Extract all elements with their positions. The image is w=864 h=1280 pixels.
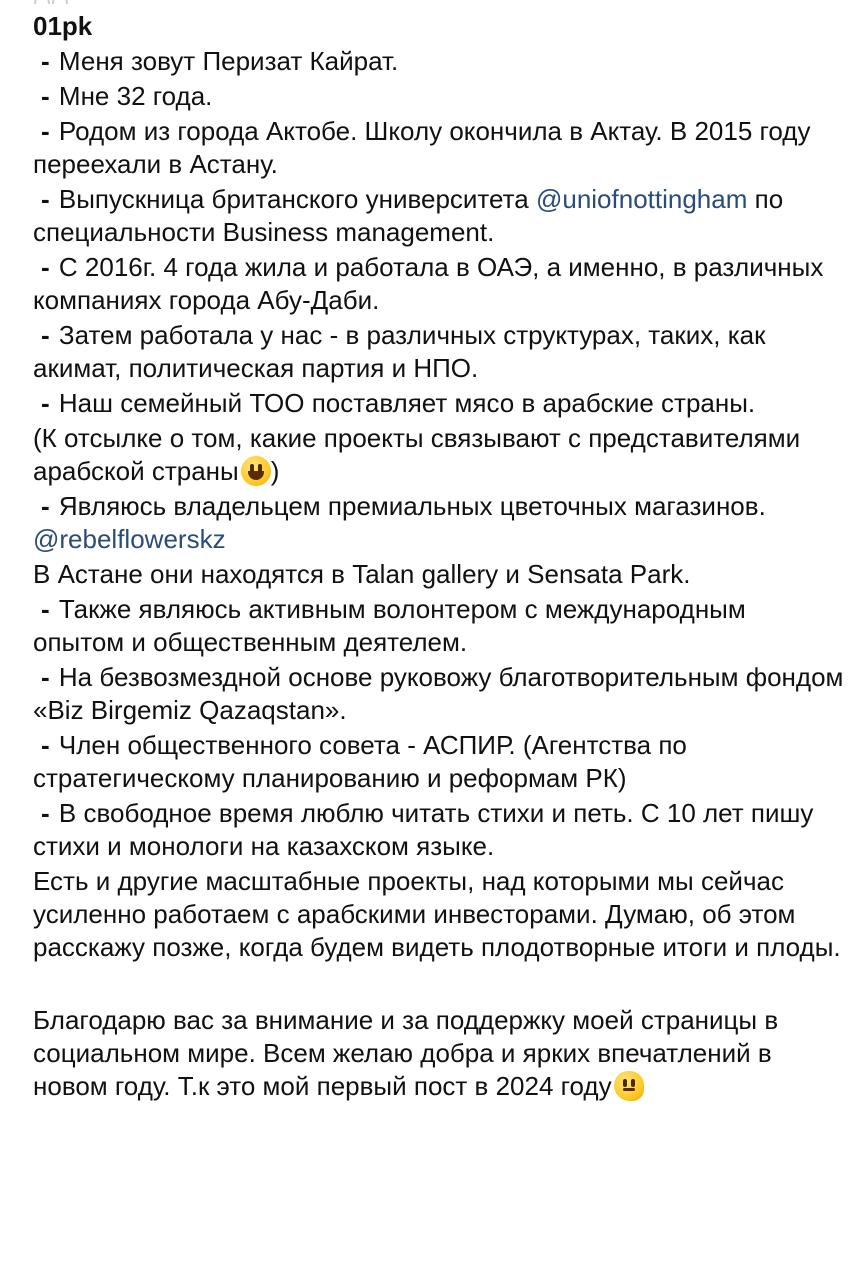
list-item (33, 490, 844, 556)
note-text: (К отсылке о том, какие проекты связывают с представителями арабской страны (33, 423, 801, 486)
cropped-avatar-edge (34, 0, 80, 4)
list-item-text: Меня зовут Перизат Кайрат. (58, 46, 399, 76)
list-item-text: С 2016г. 4 года жила и работала в ОАЭ, а именно, в различных компаниях города Абу-Даби. (33, 252, 824, 315)
thanks-text: Благодарю вас за внимание и за поддержку моей страницы в социальном мире. Всем желаю добра и ярких впечатлений в новом году. Т.к это мой первый пост в 2024 году (33, 1005, 779, 1101)
melting-face-icon (614, 1071, 644, 1101)
note-paragraph (33, 422, 844, 488)
list-item-text: Родом из города Актобе. Школу окончила в Актау. В 2015 году переехали в Астану. (33, 116, 811, 179)
list-item-text: Член общественного совета - АСПИР. (Агентства по стратегическому планированию и реформам РК) (33, 730, 687, 793)
list-item (33, 115, 844, 181)
bullet-dash: - (41, 81, 50, 111)
bullet-dash: - (41, 594, 50, 624)
bullet-dash: - (41, 798, 50, 828)
list-item-text: Мне 32 года. (58, 81, 213, 111)
projects-paragraph: Есть и другие масштабные проекты, над которыми мы сейчас усиленно работаем с арабскими инвесторами. Думаю, об этом расскажу позже, когда будем видеть плодотворные итоги и плоды. (33, 866, 841, 962)
list-item-text: В свободное время люблю читать стихи и петь. С 10 лет пишу стихи и монологи на казахском языке. (33, 798, 814, 861)
list-item-text: по специальности Business management. (33, 184, 784, 247)
list-item (33, 80, 844, 113)
caption-intro (33, 10, 844, 43)
list-item (33, 729, 844, 795)
list-item (33, 319, 844, 385)
list-item-text: Затем работала у нас - в различных структурах, таких, как акимат, политическая партия и НПО. (33, 320, 766, 383)
list-item (33, 183, 844, 249)
bullet-dash: - (41, 116, 50, 146)
bullet-dash: - (41, 662, 50, 692)
note-text-end: ) (270, 456, 280, 486)
list-item (33, 251, 844, 317)
list-item (33, 661, 844, 727)
bullet-dash: - (41, 491, 50, 521)
list-item-text: На безвозмездной основе руковожу благотворительным фондом «Biz Birgemiz Qazaqstan». (33, 662, 844, 725)
username-link[interactable]: 01pk (33, 11, 93, 41)
paragraph-gap (33, 966, 844, 1004)
list-item (33, 387, 844, 420)
bullet-dash: - (41, 252, 50, 282)
location-paragraph: В Астане они находятся в Talan gallery и Sensata Park. (33, 559, 691, 589)
mention-link[interactable]: @rebelflowerskz (33, 524, 226, 554)
list-item-text: Являюсь владельцем премиальных цветочных магазинов. (58, 491, 766, 521)
mention-link[interactable]: @uniofnottingham (535, 184, 748, 214)
list-item (33, 797, 844, 863)
list-item (33, 593, 844, 659)
list-item (33, 45, 844, 78)
bullet-dash: - (41, 388, 50, 418)
list-item-text: Наш семейный ТОО поставляет мясо в арабские страны. (58, 388, 756, 418)
bullet-dash: - (41, 184, 50, 214)
list-item-text: Также являюсь активным волонтером с международным опытом и общественным деятелем. (33, 594, 746, 657)
grinning-face-icon (241, 456, 271, 486)
bullet-dash: - (41, 320, 50, 350)
thanks-paragraph (33, 1004, 844, 1103)
bullet-dash: - (41, 730, 50, 760)
list-item-text: Выпускница британского университета (58, 184, 529, 214)
bullet-dash: - (41, 46, 50, 76)
